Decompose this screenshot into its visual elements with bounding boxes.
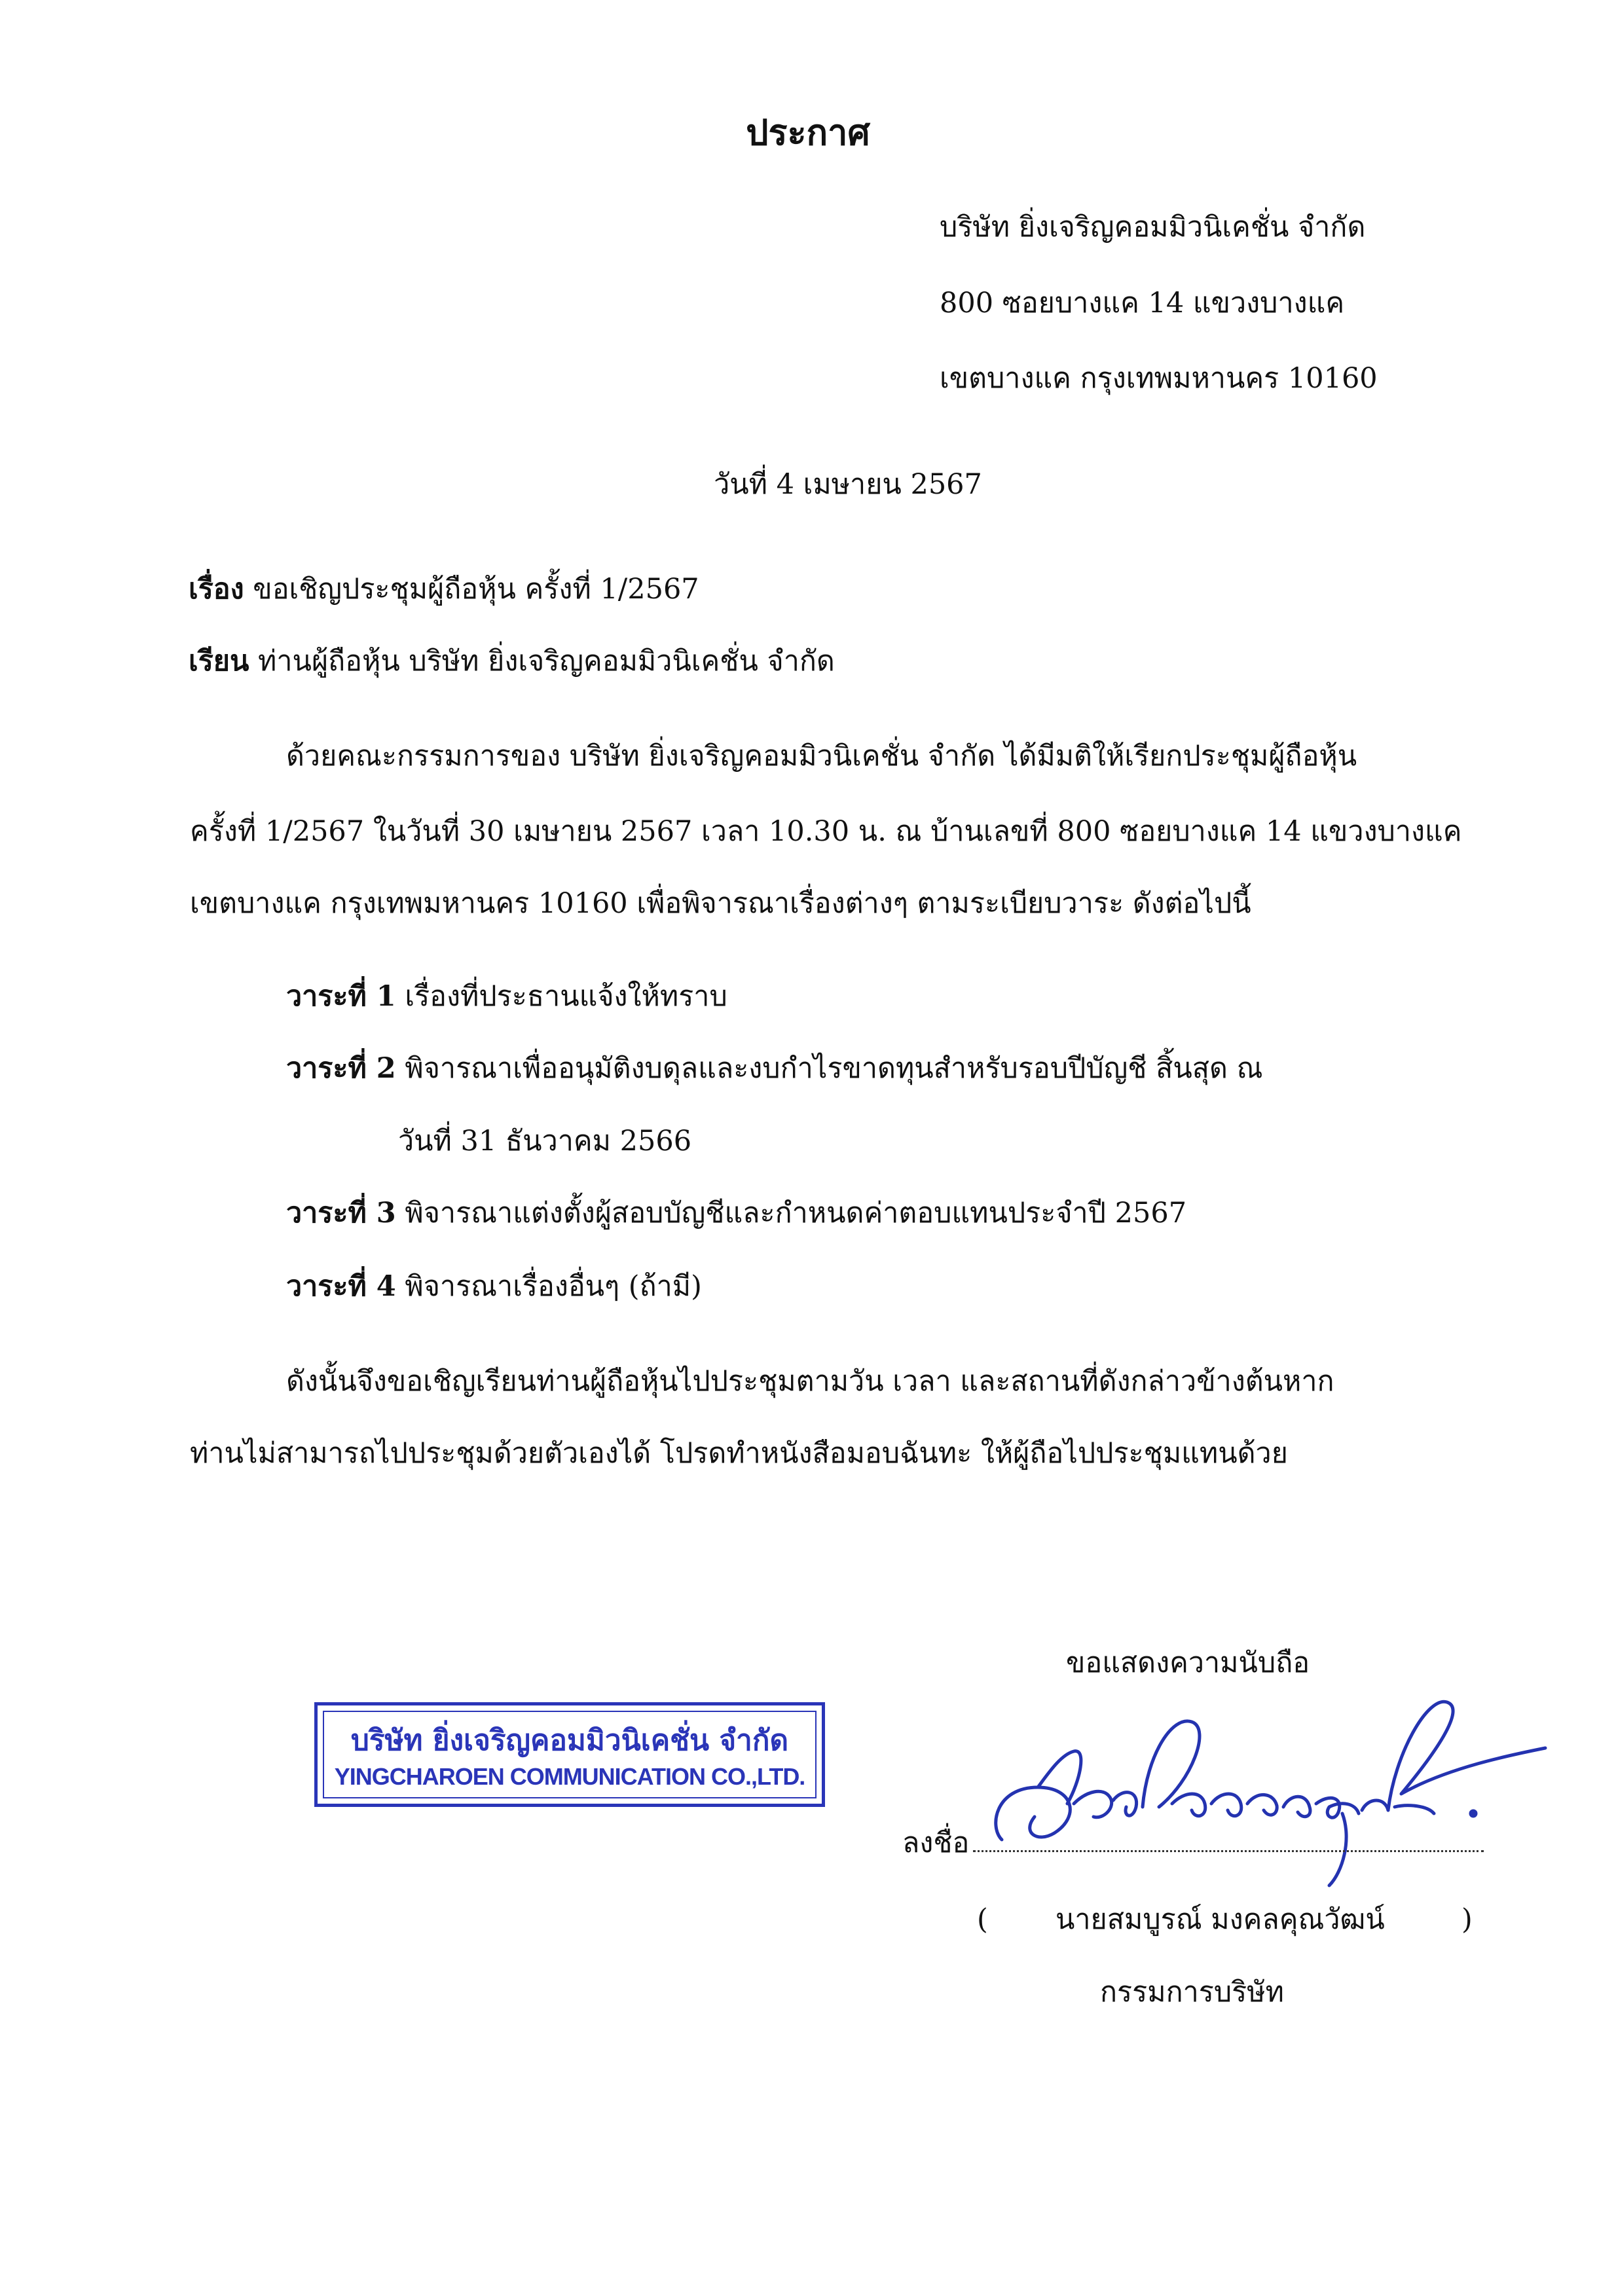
close-paren: )	[1461, 1903, 1473, 1936]
stamp-thai-text: บริษัท ยิ่งเจริญคอมมิวนิเคชั่น จำกัด	[350, 1724, 789, 1757]
agenda-text: พิจารณาแต่งตั้งผู้สอบบัญชีและกำหนดค่าตอบแทนประจำปี 2567	[395, 1197, 1187, 1230]
subject-label: เรื่อง	[189, 573, 244, 606]
body-line-2: ครั้งที่ 1/2567 ในวันที่ 30 เมษายน 2567 เวลา 10.30 น. ณ บ้านเลขที่ 800 ซอยบางแค 14 แขวงบางแค	[190, 815, 1462, 848]
page-title: ประกาศ	[746, 111, 870, 153]
agenda-item-4	[286, 1270, 702, 1304]
company-address-line-2: เขตบางแค กรุงเทพมหานคร 10160	[940, 362, 1378, 395]
company-address-line-1: 800 ซอยบางแค 14 แขวงบางแค	[940, 287, 1345, 319]
agenda-label: วาระที่ 4	[286, 1270, 396, 1303]
regards: ขอแสดงความนับถือ	[1066, 1647, 1310, 1679]
body-line-1: ด้วยคณะกรรมการของ บริษัท ยิ่งเจริญคอมมิวนิเคชั่น จำกัด ได้มีมติให้เรียกประชุมผู้ถือหุ้น	[286, 740, 1357, 773]
signer-title: กรรมการบริษัท	[1100, 1976, 1284, 2009]
document-date: วันที่ 4 เมษายน 2567	[714, 468, 982, 501]
closing-line-2: ท่านไม่สามารถไปประชุมด้วยตัวเองได้ โปรดทำหนังสือมอบฉันทะ ให้ผู้ถือไปประชุมแทนด้วย	[190, 1437, 1288, 1470]
agenda-text: พิจารณาเรื่องอื่นๆ (ถ้ามี)	[395, 1270, 702, 1303]
stamp-english-text: YINGCHAROEN COMMUNICATION CO.,LTD.	[334, 1763, 805, 1790]
agenda-text: พิจารณาเพื่ออนุมัติงบดุลและงบกำไรขาดทุนสำหรับรอบปีบัญชี สิ้นสุด ณ	[395, 1052, 1263, 1085]
agenda-item-2	[286, 1052, 1262, 1086]
recipient-label: เรียน	[189, 645, 249, 678]
recipient-line	[189, 645, 835, 679]
body-line-3: เขตบางแค กรุงเทพมหานคร 10160 เพื่อพิจารณาเรื่องต่างๆ ตามระเบียบวาระ ดังต่อไปนี้	[190, 887, 1251, 920]
agenda-label: วาระที่ 3	[286, 1197, 396, 1230]
signature-dotted-line	[973, 1850, 1484, 1852]
sign-label: ลงชื่อ	[902, 1827, 970, 1859]
agenda-item-2-continued: วันที่ 31 ธันวาคม 2566	[398, 1125, 692, 1157]
agenda-item-3	[286, 1197, 1186, 1231]
agenda-text: เรื่องที่ประธานแจ้งให้ทราบ	[395, 980, 727, 1013]
company-stamp	[314, 1702, 825, 1807]
open-paren: (	[977, 1903, 988, 1936]
agenda-item-1	[286, 980, 727, 1014]
agenda-label: วาระที่ 2	[286, 1052, 396, 1085]
subject-text: ขอเชิญประชุมผู้ถือหุ้น ครั้งที่ 1/2567	[244, 573, 699, 606]
company-name: บริษัท ยิ่งเจริญคอมมิวนิเคชั่น จำกัด	[940, 211, 1366, 244]
subject-line	[189, 573, 699, 607]
closing-line-1: ดังนั้นจึงขอเชิญเรียนท่านผู้ถือหุ้นไปประชุมตามวัน เวลา และสถานที่ดังกล่าวข้างต้นหาก	[286, 1365, 1334, 1398]
agenda-label: วาระที่ 1	[286, 980, 396, 1013]
signer-name: นายสมบูรณ์ มงคลคุณวัฒน์	[1056, 1903, 1385, 1936]
signature-line	[902, 1827, 1484, 1861]
recipient-text: ท่านผู้ถือหุ้น บริษัท ยิ่งเจริญคอมมิวนิเคชั่น จำกัด	[249, 645, 835, 678]
